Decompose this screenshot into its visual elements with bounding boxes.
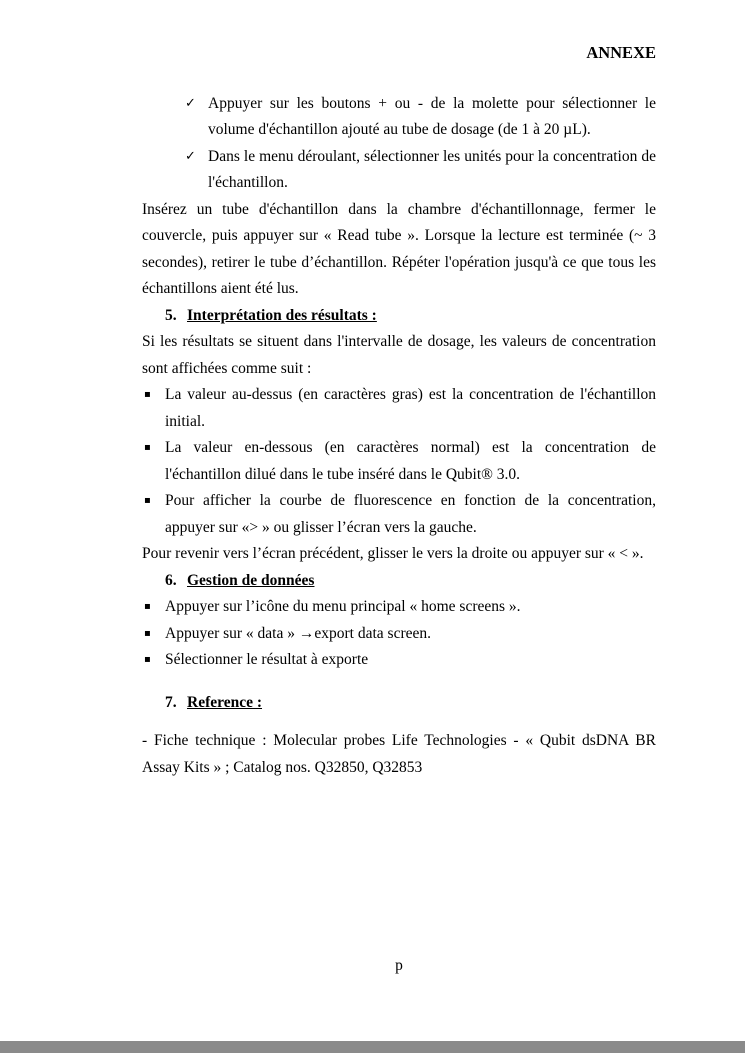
- section-title: Gestion de données: [187, 571, 315, 589]
- bullet-list-item: [144, 488, 656, 541]
- section-number: 6.: [165, 571, 177, 589]
- paragraph-return-screen: Pour revenir vers l’écran précédent, glisser le vers la droite ou appuyer sur « < ».: [142, 545, 644, 562]
- square-bullet-icon: ▪: [144, 654, 151, 665]
- check-list-item: [185, 91, 656, 144]
- section-title: Interprétation des résultats :: [187, 306, 377, 324]
- square-bullet-icon: ▪: [144, 389, 151, 400]
- check-list-item: [185, 144, 656, 197]
- square-bullet-icon: ▪: [144, 442, 151, 453]
- bullet-list-item: [144, 621, 656, 648]
- bullet-item-text: Appuyer sur l’icône du menu principal « home screens ».: [165, 598, 521, 615]
- section-heading-6: [165, 568, 656, 595]
- square-bullet-icon: ▪: [144, 495, 151, 506]
- bullet-list-item: [144, 647, 656, 674]
- paragraph-insert-tube: Insérez un tube d'échantillon dans la chambre d'échantillonnage, fermer le couvercle, puis appuyer sur « Read tube ». Lorsque la lecture est terminée (~ 3 secondes), retirer le tube d’échantillon. Répéter l'opération jusqu'à ce que tous les échantillons aient été lus.: [142, 200, 656, 297]
- square-bullet-icon: ▪: [144, 627, 151, 639]
- section-heading-7: [165, 690, 656, 717]
- section-title: Reference :: [187, 693, 263, 711]
- section-number: 7.: [165, 693, 177, 711]
- check-bullet-icon: ✓: [185, 148, 196, 164]
- bullet-list-item: [144, 382, 656, 435]
- bullet-item-text: Appuyer sur « data » →export data screen.: [165, 624, 431, 642]
- check-item-text: Dans le menu déroulant, sélectionner les unités pour la concentration de l'échantillon.: [208, 147, 656, 191]
- bullet-list-item: [144, 435, 656, 488]
- bullet-item-text: La valeur au-dessus (en caractères gras) est la concentration de l'échantillon initial.: [165, 386, 656, 430]
- bullet-list-item: [144, 594, 656, 621]
- check-item-text: Appuyer sur les boutons + ou - de la molette pour sélectionner le volume d'échantillon ajouté au tube de dosage (de 1 à 20 µL).: [208, 94, 656, 138]
- bullet-item-text: La valeur en-dessous (en caractères normal) est la concentration de l'échantillon dilué dans le tube inséré dans le Qubit® 3.0.: [165, 439, 656, 483]
- section-heading-5: [165, 303, 656, 330]
- bullet-item-text: Sélectionner le résultat à exporte: [165, 651, 369, 668]
- section-number: 5.: [165, 306, 177, 324]
- paragraph-results-intro: Si les résultats se situent dans l'intervalle de dosage, les valeurs de concentration sont affichées comme suit :: [142, 333, 656, 377]
- bullet-item-text: Pour afficher la courbe de fluorescence en fonction de la concentration, appuyer sur «> » ou glisser l’écran vers la gauche.: [165, 492, 656, 536]
- page-number: p: [395, 956, 403, 974]
- check-bullet-icon: ✓: [185, 95, 196, 111]
- square-bullet-icon: ▪: [144, 601, 151, 612]
- paragraph-reference: - Fiche technique : Molecular probes Life Technologies - « Qubit dsDNA BR Assay Kits » ; Catalog nos. Q32850, Q32853: [142, 732, 656, 776]
- annexe-header: ANNEXE: [586, 43, 656, 62]
